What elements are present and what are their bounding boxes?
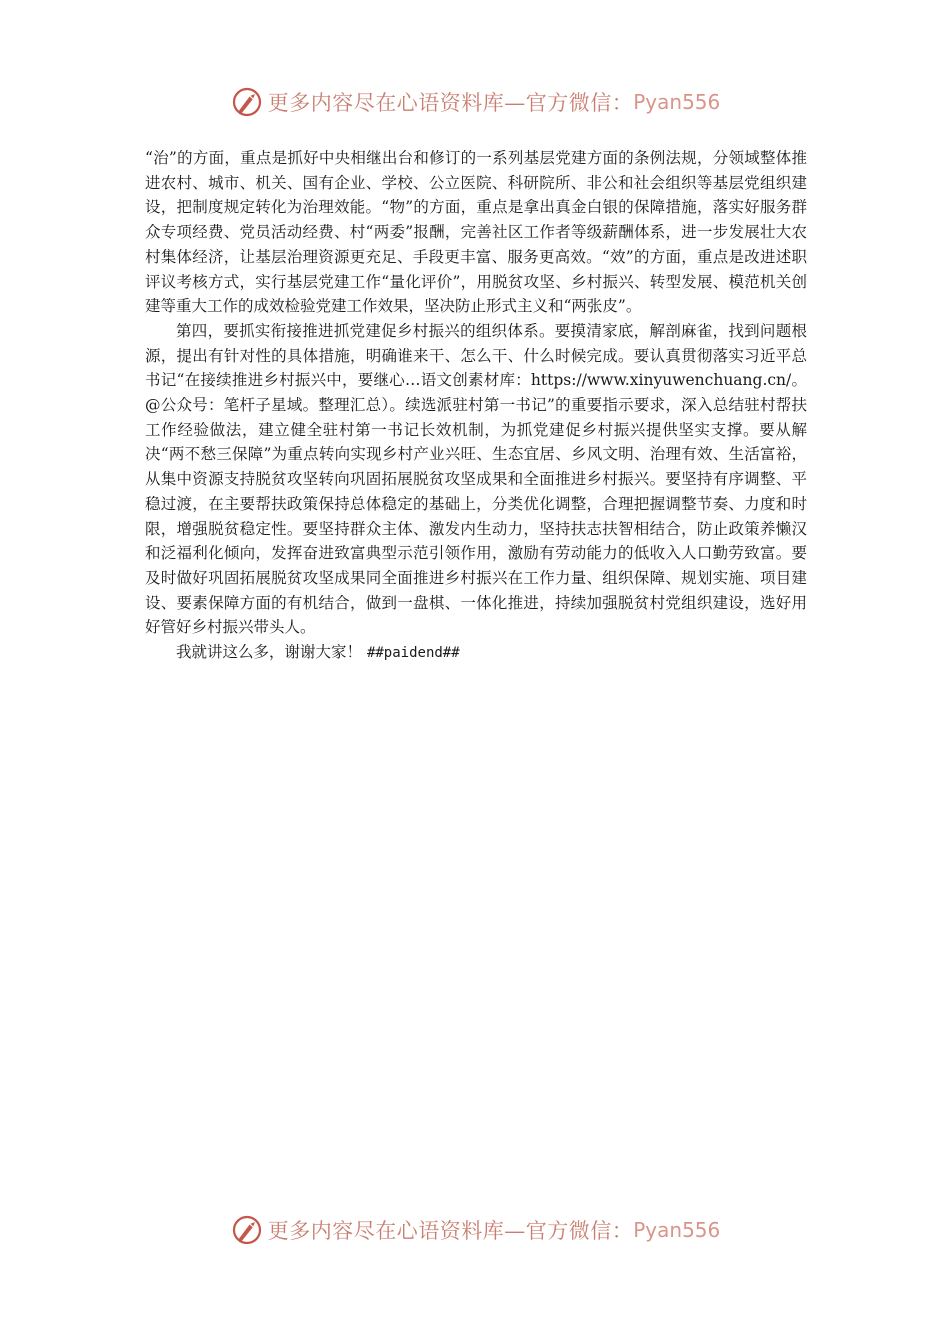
pen-nib-logo-icon [230,85,264,119]
header-watermark-banner [0,82,950,122]
document-body [145,146,807,666]
footer-watermark-banner [0,1210,950,1250]
closing-text: 我就讲这么多，谢谢大家！ [176,643,363,662]
paidend-marker: ##paidend## [366,645,460,662]
paragraph-closing [145,640,807,666]
paragraph-fourth-point: 第四，要抓实衔接推进抓党建促乡村振兴的组织体系。要摸清家底，解剖麻雀，找到问题根源，提出有针对性的具体措施，明确谁来干、怎么干、什么时候完成。要认真贯彻落实习近平总书记“在接续推进乡村振兴中，要继心…语文创素材库：https://www.xinyuwenchuang.cn/。@公众号：笔杆子星域。整理汇总）。续选派驻村第一书记”的重要指示要求，深入总结驻村帮扶工作经验做法，建立健全驻村第一书记长效机制，为抓党建促乡村振兴提供坚实支撑。要从解决“两不愁三保障”为重点转向实现乡村产业兴旺、生态宜居、乡风文明、治理有效、生活富裕，从集中资源支持脱贫攻坚转向巩固拓展脱贫攻坚成果和全面推进乡村振兴。要坚持有序调整、平稳过渡，在主要帮扶政策保持总体稳定的基础上，分类优化调整，合理把握调整节奏、力度和时限，增强脱贫稳定性。要坚持群众主体、激发内生动力，坚持扶志扶智相结合，防止政策养懒汉和泛福利化倾向，发挥奋进致富典型示范引领作用，激励有劳动能力的低收入人口勤劳致富。要及时做好巩固拓展脱贫攻坚成果同全面推进乡村振兴在工作力量、组织保障、规划实施、项目建设、要素保障方面的有机结合，做到一盘棋、一体化推进，持续加强脱贫村党组织建设，选好用好管好乡村振兴带头人。 [145,321,807,637]
banner-text: 更多内容尽在心语资料库—官方微信： [267,91,634,115]
pen-nib-logo-icon [230,1213,264,1247]
banner-wechat-id: Pyan556 [633,1218,721,1242]
banner-wechat-id: Pyan556 [633,90,721,114]
paragraph-governance: “治”的方面，重点是抓好中央相继出台和修订的一系列基层党建方面的条例法规，分领域整体推进农村、城市、机关、国有企业、学校、公立医院、科研院所、非公和社会组织等基层党组织建设，把制度规定转化为治理效能。“物”的方面，重点是拿出真金白银的保障措施，落实好服务群众专项经费、党员活动经费、村“两委”报酬，完善社区工作者等级薪酬体系，进一步发展壮大农村集体经济，让基层治理资源更充足、手段更丰富、服务更高效。“效”的方面，重点是改进述职评议考核方式，实行基层党建工作“量化评价”，用脱贫攻坚、乡村振兴、转型发展、模范机关创建等重大工作的成效检验党建工作效果，坚决防止形式主义和“两张皮”。 [145,149,807,316]
banner-text: 更多内容尽在心语资料库—官方微信： [267,1219,634,1243]
